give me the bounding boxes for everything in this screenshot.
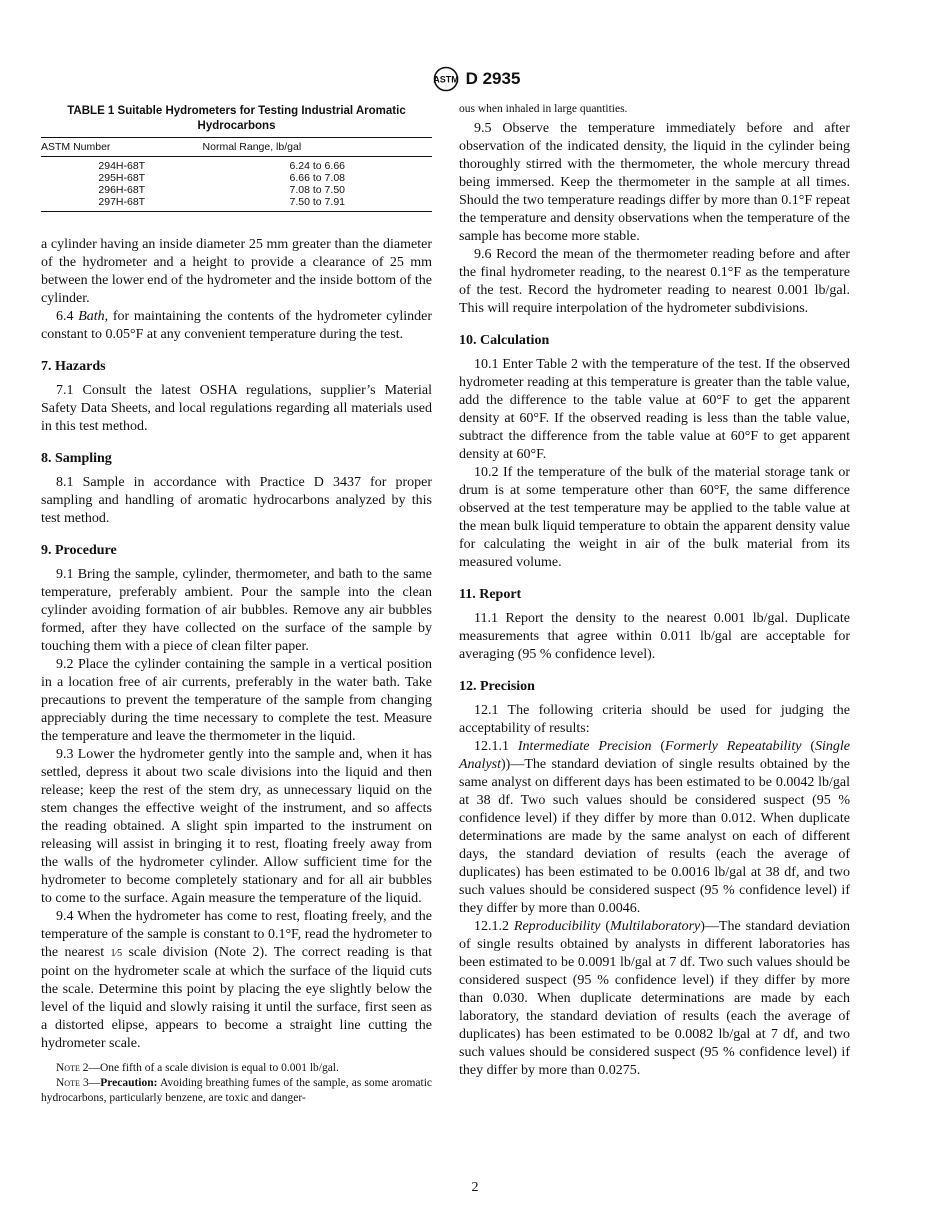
paragraph-cylinder: a cylinder having an inside diameter 25 mm greater than the diameter of the hydrometer and a height to provide a clearance of 25 mm between the lower end of the hydrometer and the inside bottom of the cylinder. <box>41 237 432 306</box>
page-header <box>0 66 950 92</box>
section-heading-precision: 12. Precision <box>459 679 535 694</box>
table-cell: 294H-68T <box>98 160 146 172</box>
table-header-row <box>41 138 432 157</box>
paragraph-7-1: 7.1 Consult the latest OSHA regulations, supplier’s Material Safety Data Sheets, and local regulations regarding all materials used in this test method. <box>41 383 432 434</box>
paragraph-10-2: 10.2 If the temperature of the bulk of the material storage tank or drum is at some temperature other than 60°F, the same difference observed at the test temperature may be applied to the table value at the mean bulk liquid temperature to obtain the apparent density value for calculating the weight in air of the bulk material from its measured volume. <box>459 465 850 570</box>
table-cell: 7.08 to 7.50 <box>289 184 345 196</box>
table-header-normal-range: Normal Range, lb/gal <box>203 138 432 157</box>
table-cell: 6.24 to 6.66 <box>289 160 345 172</box>
table-cell: 296H-68T <box>98 184 146 196</box>
left-column <box>41 102 432 1106</box>
paragraph-9-5: 9.5 Observe the temperature immediately before and after observation of the indicated density, the liquid in the cylinder being thoroughly stirred with the thermometer, the whole mercury thread being immersed. Keep the thermometer in the sample at all times. Should the two temperature readings differ by more than 0.1°F repeat the temperature and density observations when the temperature of the sample has become more stable. <box>459 121 850 244</box>
table-row <box>41 184 432 196</box>
paragraph-6-4: 6.4 Bath, for maintaining the contents of the hydrometer cylinder constant to 0.05°F at any convenient temperature during the test. <box>41 309 433 342</box>
paragraph-12-1-1: 12.1.1 Intermediate Precision (Formerly Repeatability (Single Analyst))—The standard deviation of single results obtained by the same analyst on different days has been estimated to be 0.0042 lb/gal at 38 df. Two such values should be considered suspect (95 % confidence level) if they differ by more than 0.012. When duplicate determinations are made by the same analyst on each of different days, the standard deviation of results (each the average of duplicates) has been estimated to be 0.0016 lb/gal at 38 df, and two such values should be considered suspect (95 % confidence level) if they differ by more than 0.0046. <box>459 739 850 916</box>
paragraph-12-1: 12.1 The following criteria should be used for judging the acceptability of results: <box>459 703 850 736</box>
paragraph-9-3: 9.3 Lower the hydrometer gently into the sample and, when it has settled, depress it about two scale divisions into the liquid and then release; keep the rest of the stem dry, as unnecessary liquid on the stem changes the effective weight of the instrument, and so affects the reading obtained. A slight spin imparted to the instrument on releasing will assist in bringing it to rest, floating freely away from the walls of the hydrometer cylinder. Allow sufficient time for the hydrometer to become completely stationary and for all air bubbles to come to the surface. Again measure the temperature of the liquid. <box>41 747 432 906</box>
note-3-continuation: ous when inhaled in large quantities. <box>459 103 628 115</box>
table-row <box>41 172 432 184</box>
section-heading-report: 11. Report <box>459 587 522 602</box>
note-2: Note 2—One fifth of a scale division is equal to 0.001 lb/gal. <box>56 1062 339 1074</box>
paragraph-9-6: 9.6 Record the mean of the thermometer reading before and after the final hydrometer reading, to the nearest 0.1°F as the temperature of the test. Record the hydrometer reading to nearest 0.001 lb/gal. This will require interpolation of the hydrometer subdivisions. <box>459 247 850 316</box>
table-row <box>41 157 432 173</box>
table-header-astm-number: ASTM Number <box>41 138 203 157</box>
paragraph-8-1: 8.1 Sample in accordance with Practice D 3437 for proper sampling and handling of aromatic hydrocarbons analyzed by this test method. <box>41 475 432 526</box>
paragraph-10-1: 10.1 Enter Table 2 with the temperature of the test. If the observed hydrometer reading at this temperature is greater than the table value, add the difference to the table value at 60°F to get the apparent density at 60°F. If the observed reading is less than the table value, subtract the difference from the table value at 60°F to get apparent density at 60°F. <box>459 357 850 462</box>
paragraph-9-2: 9.2 Place the cylinder containing the sample in a vertical position in a location free of air currents, preferably in the water bath. Take precautions to prevent the temperature of the sample from changing appreciably during the time necessary to complete the test. Measure the temperature and leave the thermometer in the liquid. <box>41 657 432 744</box>
right-column <box>459 102 850 1080</box>
svg-text:ASTM: ASTM <box>432 74 459 85</box>
paragraph-12-1-2: 12.1.2 Reproducibility (Multilaboratory)—The standard deviation of single results obtained by analysts in different laboratories has been estimated to be 0.0091 lb/gal at 7 df. Two such values should be considered suspect (95 % confidence level) if they differ by more than 0.030. When duplicate determinations are made by each laboratory, the standard deviation of results (each the average of duplicates) has been estimated to be 0.0082 lb/gal at 7 df, and two such values should be considered suspect (95 % confidence level) if they differ by more than 0.0275. <box>459 919 850 1078</box>
hydrometer-table <box>41 137 432 212</box>
section-heading-sampling: 8. Sampling <box>41 451 112 466</box>
section-heading-procedure: 9. Procedure <box>41 543 117 558</box>
fraction-one-fifth: 1⁄5 <box>110 948 123 959</box>
astm-logo-icon <box>430 66 462 92</box>
page-number: 2 <box>471 1180 479 1195</box>
table-cell: 295H-68T <box>98 172 146 184</box>
section-heading-hazards: 7. Hazards <box>41 359 106 374</box>
table-cell: 7.50 to 7.91 <box>203 196 432 212</box>
document-designation: D 2935 <box>465 69 521 88</box>
table-1-caption: TABLE 1 Suitable Hydrometers for Testing Industrial Aromatic Hydrocarbons <box>67 105 406 132</box>
paragraph-11-1: 11.1 Report the density to the nearest 0.001 lb/gal. Duplicate measurements that agree within 0.011 lb/gal are acceptable for averaging (95 % confidence level). <box>459 611 850 662</box>
paragraph-9-4: 9.4 When the hydrometer has come to rest, floating freely, and the temperature of the sample is constant to 0.1°F, read the hydrometer to the nearest 1⁄5 scale division (Note 2). The correct reading is that point on the hydrometer scale at which the surface of the liquid cuts the scale. Determine this point by placing the eye slightly below the level of the liquid and slowly raising it until the surface, first seen as a distorted elipse, appears to become a straight line cutting the hydrometer scale. <box>41 909 432 1051</box>
table-cell: 297H-68T <box>41 196 203 212</box>
note-3: Note 3—Precaution: Avoiding breathing fumes of the sample, as some aromatic hydrocarbons, particularly benzene, are toxic and danger- <box>41 1077 432 1104</box>
table-row <box>41 196 432 212</box>
section-heading-calculation: 10. Calculation <box>459 333 550 348</box>
paragraph-9-1: 9.1 Bring the sample, cylinder, thermometer, and bath to the same temperature, preferably ambient. Pour the sample into the clean cylinder avoiding formation of air bubbles. Remove any air bubbles formed, after they have collected on the surface of the sample by touching them with a piece of clean filter paper. <box>41 567 432 654</box>
table-cell: 6.66 to 7.08 <box>289 172 345 184</box>
